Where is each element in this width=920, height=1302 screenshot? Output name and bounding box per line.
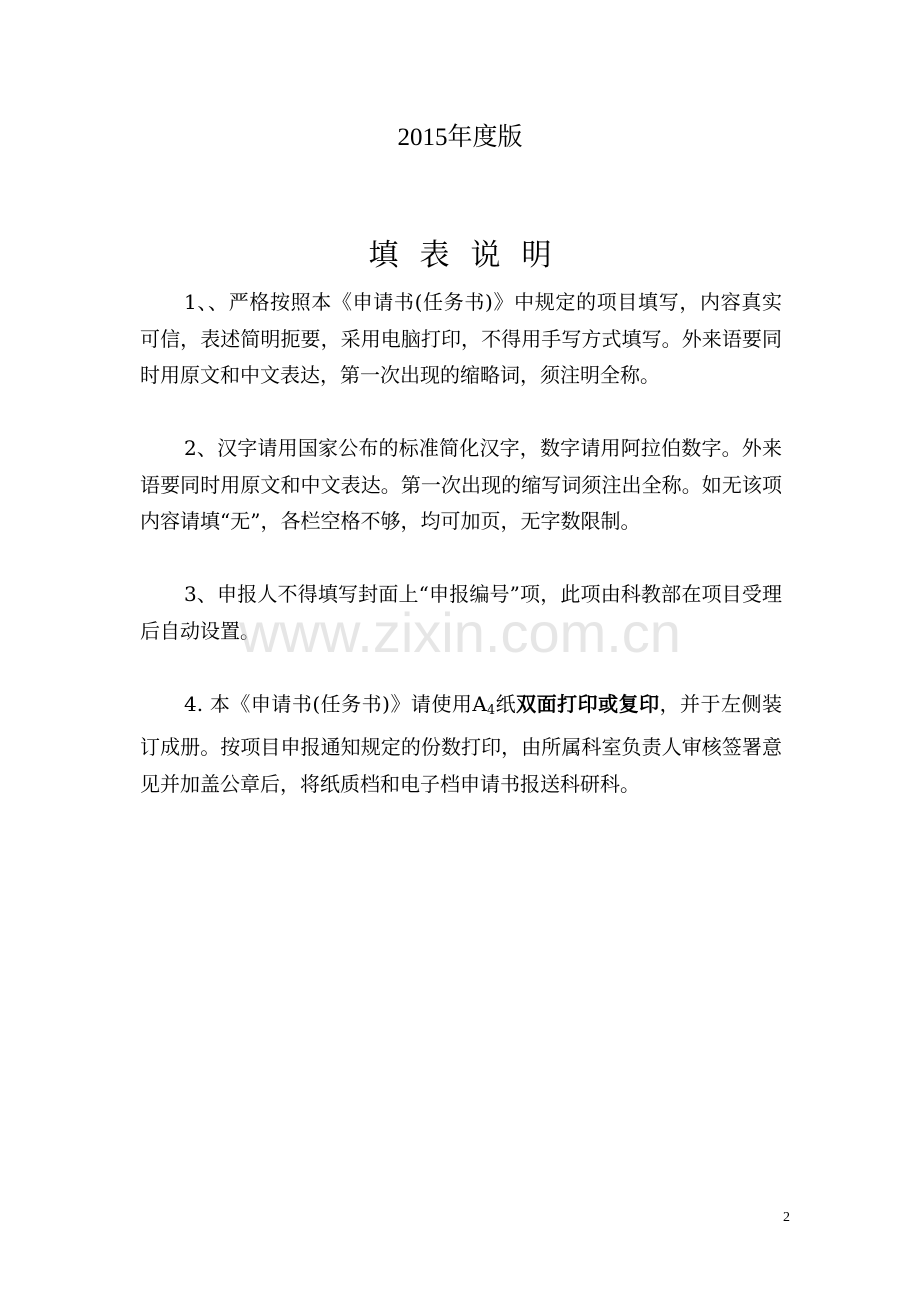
page-heading: 填表说明 [368, 238, 573, 273]
page-number: 2 [783, 1210, 790, 1225]
instruction-paragraph-4 [140, 686, 782, 803]
paper-size-letter: A [472, 691, 487, 716]
instruction-paragraph-2: 2、汉字请用国家公布的标准简化汉字，数字请用阿拉伯数字。外来语要同时用原文和中文表达。第一次出现的缩写词须注出全称。如无该项内容请填“无”，各栏空格不够，均可加页，无字数限制。 [140, 436, 782, 533]
print-mode-emphasis: 双面打印或复印 [516, 691, 660, 716]
paper-size-suffix: 纸 [495, 691, 517, 716]
paragraph-4-rest: ，并于左侧装订成册。按项目申报通知规定的份数打印，由所属科室负责人审核签署意见并加盖公章后，将纸质档和电子档申请书报送科研科。 [140, 691, 783, 796]
instruction-paragraph-3: 3、申报人不得填写封面上“申报编号”项，此项由科教部在项目受理后自动设置。 [140, 582, 782, 643]
watermark: www.zixin.com.cn [239, 601, 681, 664]
edition-label: 2015年度版 [397, 124, 523, 151]
paper-size-subscript: 4 [486, 702, 496, 718]
paragraph-4-intro: 4. 本《申请书(任务书)》请使用 [184, 691, 473, 716]
instruction-paragraph-1: 1、、严格按照本《申请书(任务书)》中规定的项目填写，内容真实可信，表述简明扼要，采用电脑打印，不得用手写方式填写。外来语要同时用原文和中文表达，第一次出现的缩略词，须注明全称。 [140, 290, 782, 387]
instructions-content [140, 284, 782, 839]
